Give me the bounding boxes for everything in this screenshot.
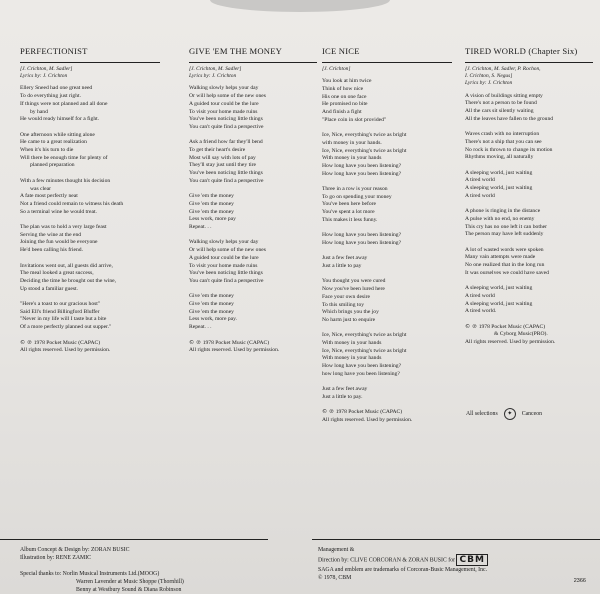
lyric-line: Just a few feet away [322,386,368,393]
lyric-line: With money in your hands [322,340,382,347]
lyric-stanza [189,293,317,332]
lyric-line: Of a more perfectly planned out supper." [20,324,112,331]
lyric-stanza [20,178,160,217]
lyric-line: Joining the fun would be everyone [20,239,98,246]
lyric-stanza [189,193,317,232]
lyric-line: There's not a ship that you can see [465,138,542,145]
title-rule [465,62,593,63]
lyric-line: Or will help some of the new ones [189,247,266,254]
copyright-text: 1978 Pocket Music (CAPAC) [33,339,101,346]
song-lyrics [20,85,160,331]
lyric-line: You've spent a lot more [322,209,375,216]
sleeve-notch [210,0,390,12]
song-give-em-the-money [189,46,317,355]
footer-line [20,562,184,570]
song-copyright [189,340,317,355]
song-copyright [465,324,593,347]
song-ice-nice [322,46,452,425]
lyric-line: How long have you been listening? [322,239,402,246]
lyric-line: Think of how nice [322,85,364,92]
lyric-line: To visit your home made ruins [189,108,258,115]
lyric-line: Give 'em the money [189,293,234,300]
copyright-line: All rights reserved. Used by permission. [465,339,556,346]
song-title: TIRED WORLD (Chapter Six) [465,46,578,56]
copyright-line: All rights reserved. Used by permission. [189,347,280,354]
lyric-line: Said Ell's friend Billingford Bluffer [20,308,100,315]
song-credits [189,66,317,80]
lyric-line: You can't quite find a perspective [189,177,264,184]
lyric-line: Ice, Nice, everything's twice as bright [322,132,407,139]
lyric-line: A sleeping world, just waiting [465,185,533,192]
copyright-line [20,340,160,348]
lyric-line: This makes it less funny. [322,216,378,223]
lyric-line: If things were not planned and all done [20,100,108,107]
footer-credits-left [20,546,184,594]
lyric-stanza [322,232,452,247]
lyric-stanza [322,278,452,324]
song-tired-world [465,46,593,347]
lyric-line: "Never in my life will I taste but a bite [20,316,107,323]
lyric-line: Deciding the time he brought out the wine, [20,277,117,284]
song-title: PERFECTIONIST [20,46,88,56]
footer-management: Management & [318,547,355,553]
song-copyright [20,340,160,355]
lyric-line: His one on one face [322,93,367,100]
lyric-stanza [20,132,160,171]
lyric-line: Just a little to pay [322,263,362,270]
lyric-line: So a terminal wine he would treat. [20,208,97,215]
credit-line: [J. Crichton, M. Sadler] [20,66,73,72]
lyric-line: A pulse with no end, no enemy [465,215,535,222]
copyright-symbols: © ℗ [465,323,479,330]
lyric-line: The meal looked a great success, [20,270,94,277]
lyric-line: planned preparation [30,162,75,169]
lyric-stanza [465,247,593,278]
lyric-line: To get their heart's desire [189,147,246,154]
lyric-stanza [189,85,317,131]
lyric-line: Give 'em the money [189,200,234,207]
lyric-line: To do everything just right. [20,93,81,100]
lyric-line: Invitations went out, all guests did arrive, [20,262,113,269]
credit-line: Lyrics by: J. Crichton [465,80,513,87]
lyric-line: All the cars sit silently waiting [465,108,534,115]
lyric-line: Now you've been lured here [322,286,385,293]
lyric-line: The person may have left suddenly [465,231,544,238]
lyric-line: Rhythms moving, all naturally [465,154,534,161]
song-credits [465,66,593,88]
lyric-line: How long have you been listening? [322,232,402,239]
copyright-line: & Cyborg Music(PRO). [494,331,548,338]
lyric-line: "Here's a toast to our gracious host" [20,301,101,308]
lyric-line: With money in your hands [322,355,382,362]
lyric-line: Face your own desire [322,293,370,300]
lyric-line: A sleeping world, just waiting [465,169,533,176]
footer-line: Special thanks to: Norlin Musical Instruments Ltd.(MOOG) [20,571,160,577]
lyric-line: You've been noticing little things [189,170,263,177]
lyric-stanza [322,78,452,124]
title-rule [322,62,452,63]
lyric-line: Ice, Nice, everything's twice as bright [322,347,407,354]
credit-line: Lyrics by: J. Crichton [20,73,68,80]
lyric-line: And finish a fight [322,109,362,116]
footer-copyright: © 1978, CBM [318,575,352,581]
lyric-stanza [465,285,593,316]
lyric-line: A tired world [465,292,495,299]
copyright-text: 1978 Pocket Music (CAPAC) [335,409,403,416]
lyric-line: You can't quite find a perspective [189,277,264,284]
credit-line: [J. Crichton, M. Sadler] [189,66,242,72]
lyric-line: A guided tour could be the lure [189,100,259,107]
lyric-line: He came to a great realization [20,139,87,146]
catalog-number: 2366 [573,578,586,584]
lyric-line: A fate most perfectly neat [20,193,78,200]
lyric-line: You look at him twice [322,78,372,85]
song-credits [322,66,452,73]
lyric-line: No rock is thrown to change its motion [465,146,553,153]
song-perfectionist [20,46,160,355]
copyright-text: 1978 Pocket Music (CAPAC) [478,323,546,330]
lyric-line: There's not a person to be found [465,100,537,107]
lyric-line: One afternoon while sitting alone [20,131,95,138]
lyric-line: Give 'em the money [189,193,234,200]
lyric-line: It was ourselves we could have saved [465,269,549,276]
lyric-line: How long have you been listening? [322,162,402,169]
lyric-line: Give 'em the money [189,308,234,315]
lyric-line: He'd been calling his friend. [20,247,83,254]
lyric-line: Not a friend could remain to witness his death [20,200,124,207]
lyric-line: When it's his turn to die [20,147,74,154]
footer-direction: Direction by: CLIVE CORCORAN & ZORAN BUSIC for CBM [318,554,488,566]
lyric-line: Less work, more pay [189,216,236,223]
footer-line: Warren Lavender at Music Shoppe (Thornhill) [76,579,184,585]
lyric-line: Ice, Nice, everything's twice as bright [322,332,407,339]
lyric-line: A sleeping world, just waiting [465,285,533,292]
song-title: ICE NICE [322,46,360,56]
song-lyrics [189,85,317,331]
lyric-line: A tired world. [465,308,497,315]
song-title: GIVE 'EM THE MONEY [189,46,283,56]
lyric-line: "Place coin in slot provided" [322,116,387,123]
lyric-stanza [20,224,160,255]
cbm-logo: CBM [456,554,487,566]
lyric-line: Will there be enough time for plenty of [20,154,108,161]
lyric-line: To visit your home made ruins [189,262,258,269]
lyric-line: This cry has no one left it can bother [465,223,548,230]
lyric-stanza [465,208,593,239]
copyright-line: All rights reserved. Used by permission. [20,347,111,354]
lyric-line: Walking slowly helps your day [189,239,259,246]
lyric-stanza [189,239,317,285]
lyric-stanza [189,139,317,185]
footer-divider-right [312,539,600,540]
lyric-line: Repeat. . . [189,324,212,331]
footer-line: Benny at Westbury Sound & Diana Robinson [76,587,182,593]
lyric-line: They'll stay just until they tire [189,162,257,169]
lyric-line: Just a few feet away [322,255,368,262]
footer-divider-left [0,539,268,540]
song-credits [20,66,160,80]
lyric-stanza [465,93,593,124]
lyric-stanza [322,186,452,225]
lyric-line: You can't quite find a perspective [189,123,264,130]
song-copyright [322,409,452,424]
lyric-line: Give 'em the money [189,301,234,308]
lyric-line: by hand [30,108,48,115]
publisher-emblem-icon: ✦ [504,408,516,420]
copyright-line [189,340,317,348]
lyric-line: With a few minutes thought his decision [20,177,111,184]
publisher-label: Canceon [521,411,542,417]
lyric-line: Just a little to pay. [322,393,363,400]
lyric-line: How long have you been listening? [322,363,402,370]
lyric-line: Ice, Nice, everything's twice as bright [322,147,407,154]
lyric-line: How long have you been listening? [322,170,402,177]
lyric-line: A guided tour could be the lure [189,254,259,261]
lyric-line: All the leaves have fallen to the ground [465,115,554,122]
lyric-stanza [20,263,160,294]
lyric-line: Give 'em the money [189,208,234,215]
lyric-line: Or will help some of the new ones [189,93,266,100]
lyric-stanza [322,386,452,401]
lyric-line: Walking slowly helps your day [189,85,259,92]
all-selections-credit [466,408,542,420]
lyric-line: Most will say with lots of pay [189,154,256,161]
lyric-line: No harm just to enquire [322,316,376,323]
lyric-line: Waves crash with no interruption [465,131,540,138]
lyric-stanza [465,131,593,162]
lyric-stanza [465,170,593,201]
lyric-stanza [20,301,160,332]
footer-line: Illustration by: RENE ZAMIC [20,555,92,561]
lyric-line: To this smiling toy [322,301,365,308]
lyric-stanza [322,255,452,270]
lyric-line: A sleeping world, just waiting [465,300,533,307]
lyric-line: A tired world [465,192,495,199]
lyric-line: A phone is ringing in the distance [465,208,541,215]
copyright-line: All rights reserved. Used by permission. [322,417,413,424]
lyric-line: To go on spending your money [322,193,392,200]
lyric-line: He would ready himself for a fight. [20,116,100,123]
copyright-symbols: © ℗ [322,409,336,416]
lyric-stanza [20,85,160,124]
lyric-line: Repeat. . . [189,224,212,231]
copyright-text: 1978 Pocket Music (CAPAC) [202,339,270,346]
copyright-symbols: © ℗ [20,339,34,346]
lyric-stanza [322,132,452,178]
credit-line: Lyrics by: J. Crichton [189,73,237,80]
lyric-line: A tired world [465,177,495,184]
all-selections-text: All selections [466,411,498,417]
title-rule [189,62,317,63]
lyric-line: A vision of buildings sitting empty [465,92,543,99]
footer-line: Album Concept & Design by: ZORAN BUSIC [20,547,130,553]
lyric-line: Ask a friend how far they'll bend [189,139,263,146]
lyric-line: Many vain attempts were made [465,254,536,261]
lyric-line: Ellery Sneed had one great need [20,85,93,92]
lyric-line: You've been here before [322,201,377,208]
lyric-line: Which brings you the joy [322,309,379,316]
credit-line: [J. Crichton] [322,66,351,72]
lyric-line: Serving the wine at the end [20,231,82,238]
lyric-line: Less work, more pay. [189,316,237,323]
lyric-line: Three in a row is your reason [322,186,388,193]
lyric-line: You've been noticing little things [189,270,263,277]
lyric-line: with money in your hands. [322,139,382,146]
lyric-line: With money in your hands [322,155,382,162]
lyric-line: The plan was to hold a very large feast [20,224,107,231]
credit-line: I. Crichton, S. Negus] [465,73,513,80]
lyric-line: You've been noticing little things [189,116,263,123]
lyric-line: You thought you were cured [322,278,386,285]
lyric-stanza [322,332,452,378]
lyric-line: No one realized that in the long run [465,262,545,269]
lyric-line: A lot of wasted words were spoken [465,246,544,253]
song-lyrics [465,93,593,316]
copyright-line [322,409,452,417]
lyric-line: how long have you been listening? [322,370,400,377]
lyric-line: He promised no bite [322,101,368,108]
song-lyrics [322,78,452,401]
lyric-line: was clear [30,185,51,192]
credit-line: [J. Crichton, M. Sadler, P. Rochon, [465,66,541,72]
lyric-line: Up stood a familiar guest. [20,285,78,292]
footer-credits-right [318,546,488,582]
copyright-symbols: © ℗ [189,339,203,346]
title-rule [20,62,160,63]
footer-saga-trademark: SAGA and emblem are trademarks of Corcoran-Busic Management, Inc. [318,567,488,573]
